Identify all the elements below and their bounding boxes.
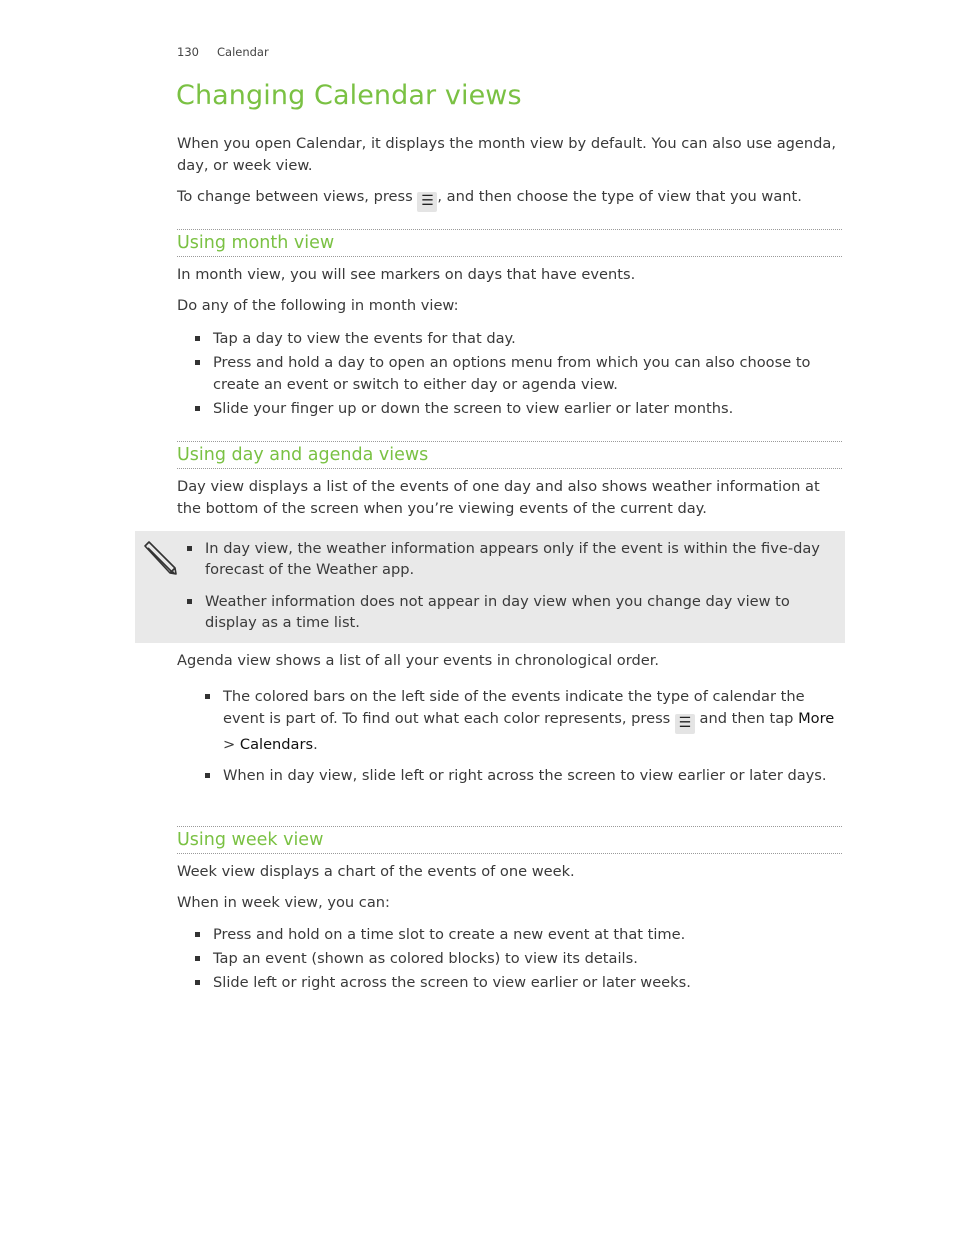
list-item: The colored bars on the left side of the events indicate the type of calendar the event is part of. To find out what each color represents, press ☰ and then tap More > Calendars. (187, 686, 837, 756)
list-item: Weather information does not appear in day view when you change day view to display as a time list. (169, 591, 829, 633)
day-paragraph-1: Day view displays a list of the events of one day and also shows weather information at the bottom of the screen when you’re viewing events of the current day. (177, 478, 820, 517)
list-item: When in day view, slide left or right across the screen to view earlier or later days. (187, 765, 837, 787)
header-section: Calendar (217, 45, 269, 59)
section-title: Using day and agenda views (177, 445, 429, 465)
week-bullet-list (177, 924, 827, 996)
menu-key-icon: ☰ (417, 192, 437, 212)
section-heading-week (177, 826, 842, 854)
running-header (177, 45, 269, 59)
page-title: Changing Calendar views (176, 80, 522, 111)
note-bullet-list (169, 538, 829, 644)
intro-paragraph: When you open Calendar, it displays the month view by default. You can also use agenda, day, or week view. (177, 135, 837, 174)
month-paragraph-2: Do any of the following in month view: (177, 297, 459, 314)
calendars-menu-label: Calendars (239, 736, 314, 753)
section-heading-month (177, 229, 842, 257)
list-item: In day view, the weather information appears only if the event is within the five-day forecast of the Weather app. (169, 538, 829, 580)
section-title: Using month view (177, 233, 335, 253)
agenda-bullet-list (187, 686, 837, 789)
week-paragraph-2: When in week view, you can: (177, 894, 390, 911)
month-bullet-list (177, 328, 827, 422)
note-box (135, 531, 845, 643)
month-paragraph-1: In month view, you will see markers on days that have events. (177, 266, 636, 283)
intro-press-paragraph: To change between views, press ☰ , and then choose the type of view that you want. (177, 186, 845, 212)
list-item: Press and hold a day to open an options menu from which you can also choose to create an event or switch to either day or agenda view. (177, 352, 827, 396)
list-item: Slide your finger up or down the screen to view earlier or later months. (177, 398, 827, 420)
week-paragraph-1: Week view displays a chart of the events of one week. (177, 863, 575, 880)
agenda-paragraph: Agenda view shows a list of all your events in chronological order. (177, 652, 660, 669)
list-item: Slide left or right across the screen to view earlier or later weeks. (177, 972, 827, 994)
list-item: Press and hold on a time slot to create a new event at that time. (177, 924, 827, 946)
menu-key-icon: ☰ (675, 714, 695, 734)
list-item: Tap a day to view the events for that day. (177, 328, 827, 350)
section-title: Using week view (177, 830, 324, 850)
section-heading-day-agenda (177, 441, 842, 469)
page-number: 130 (177, 45, 199, 59)
list-item: Tap an event (shown as colored blocks) to view its details. (177, 948, 827, 970)
more-menu-label: More (798, 710, 835, 727)
